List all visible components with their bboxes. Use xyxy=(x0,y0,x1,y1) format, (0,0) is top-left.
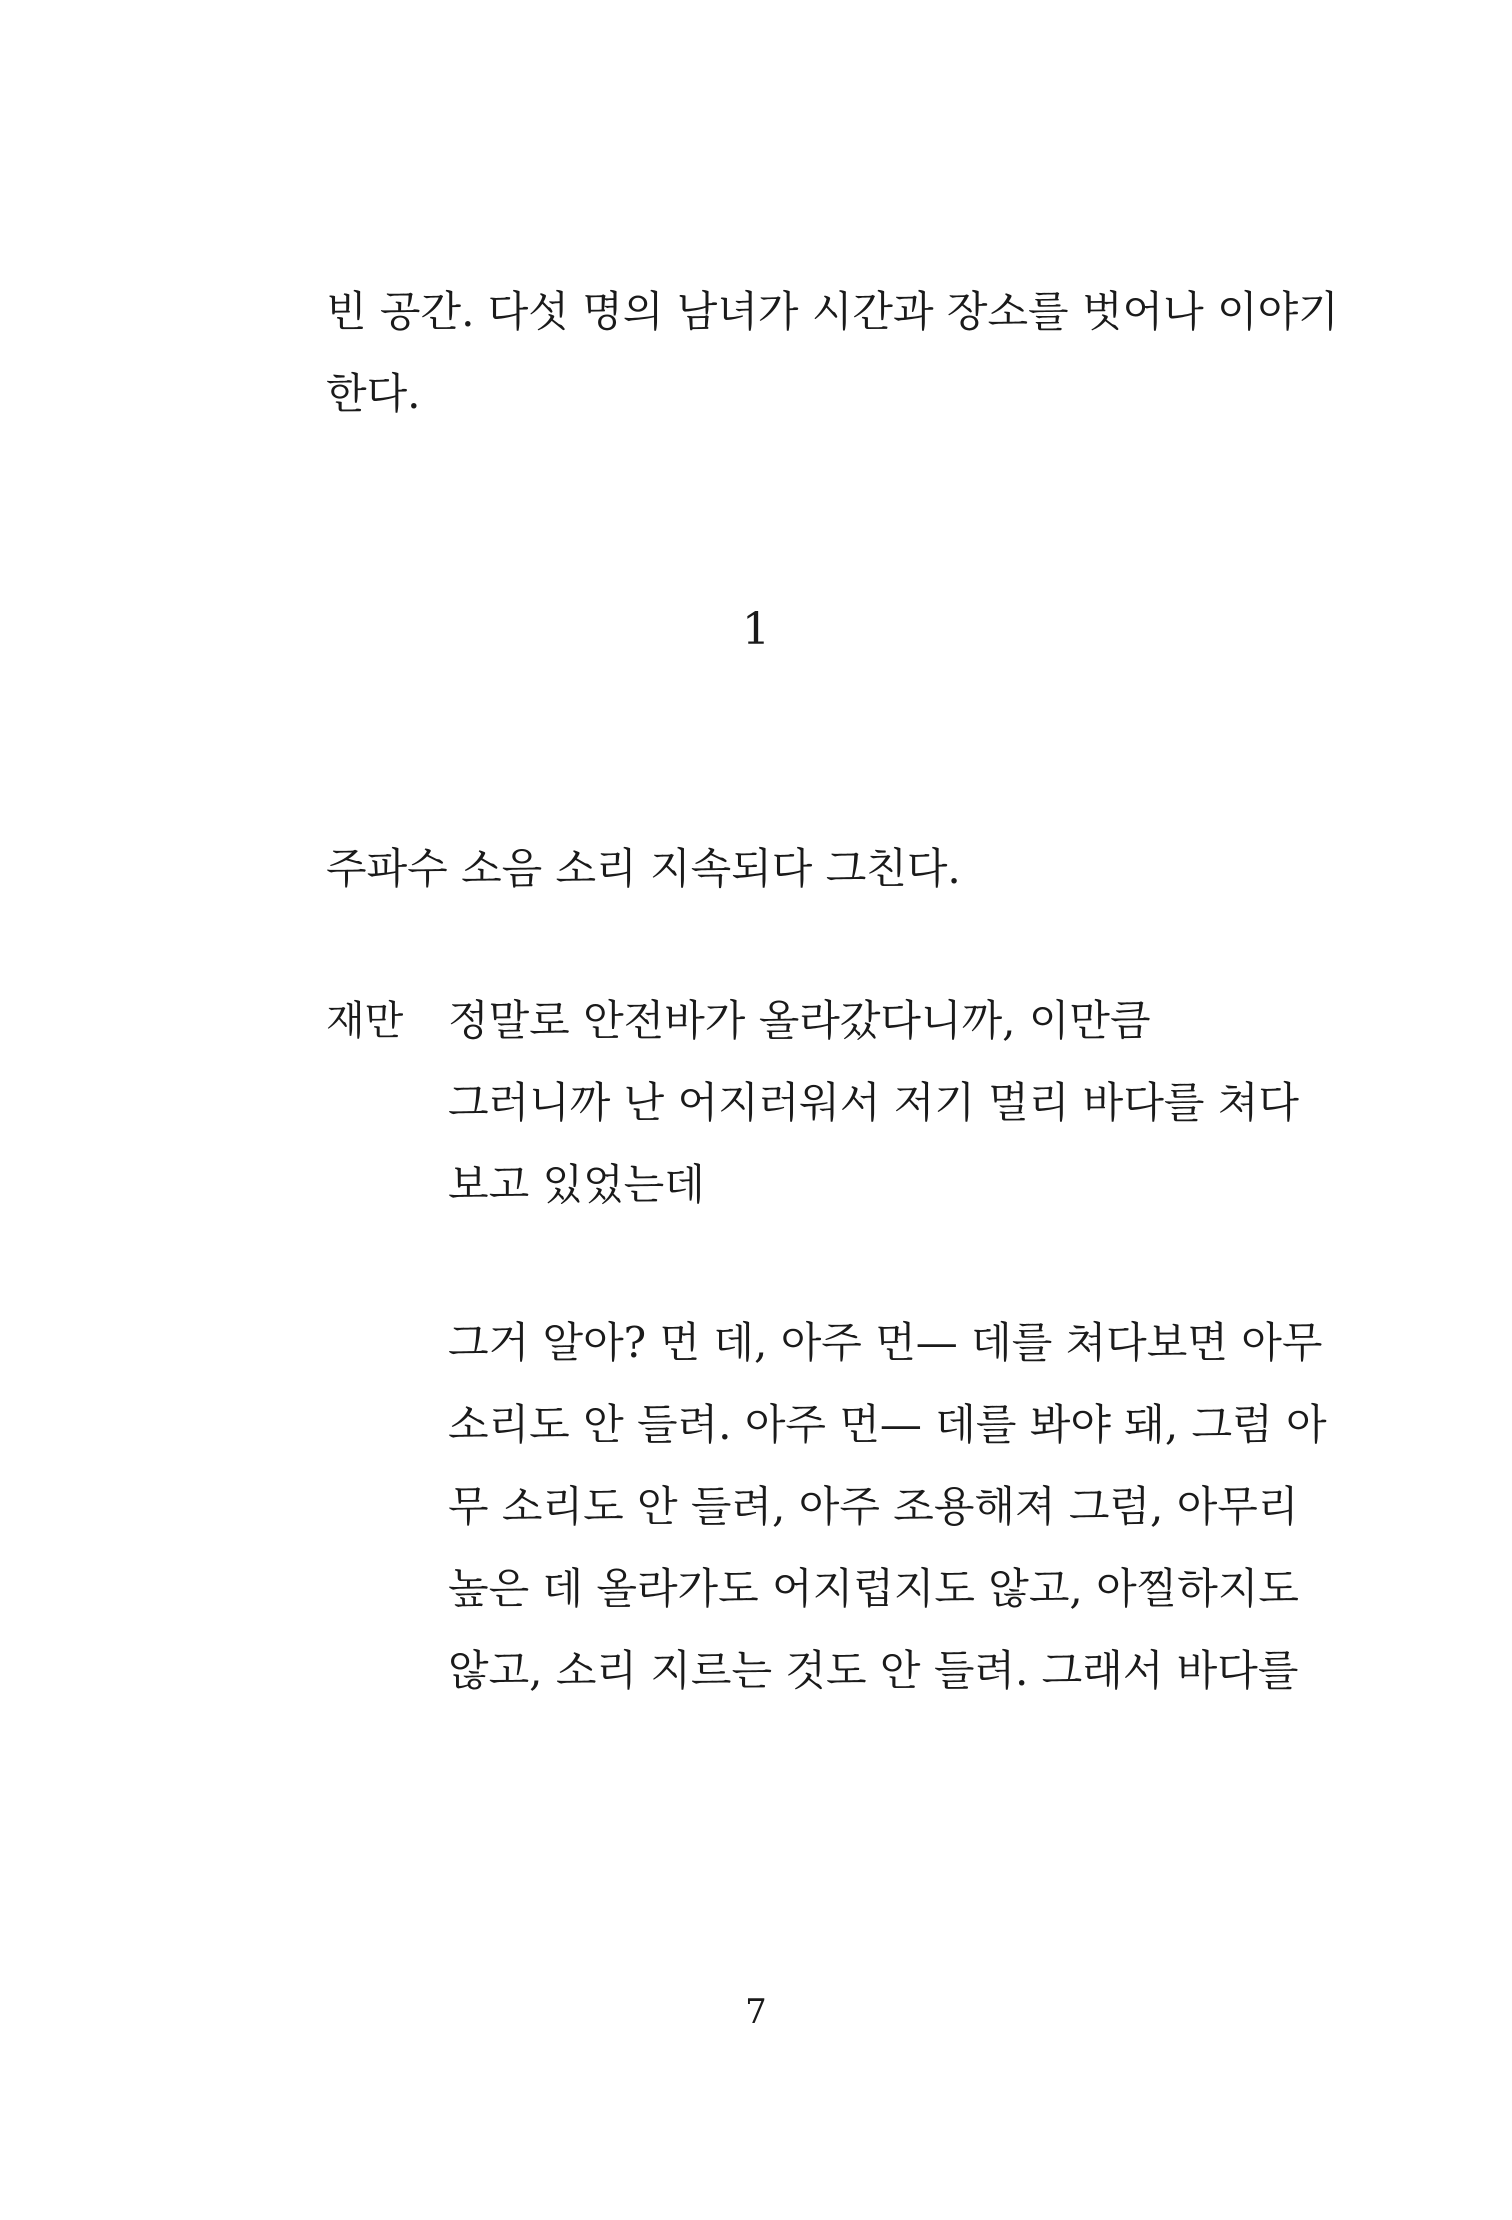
text-line: 빈 공간. 다섯 명의 남녀가 시간과 장소를 벗어나 이야기 xyxy=(326,287,1339,336)
text-line: 소리도 안 들려. 아주 먼— 데를 봐야 돼, 그럼 아 xyxy=(448,1400,1327,1449)
dialogue-text xyxy=(448,980,1327,1712)
text-line: 한다. xyxy=(326,369,421,418)
dialogue-paragraph xyxy=(448,1302,1327,1712)
stage-direction xyxy=(326,271,1339,435)
speaker-name: 재만 xyxy=(326,998,404,1044)
text-line: 높은 데 올라가도 어지럽지도 않고, 아찔하지도 xyxy=(448,1564,1299,1613)
scene-number: 1 xyxy=(742,604,770,655)
page-number: 7 xyxy=(745,1992,767,2032)
text-line: 무 소리도 안 들려, 아주 조용해져 그럼, 아무리 xyxy=(448,1482,1299,1531)
text-line: 보고 있었는데 xyxy=(448,1160,705,1209)
text-line: 정말로 안전바가 올라갔다니까, 이만큼 xyxy=(448,996,1151,1045)
text-line: 그러니까 난 어지러워서 저기 멀리 바다를 쳐다 xyxy=(448,1078,1299,1127)
text-line: 주파수 소음 소리 지속되다 그친다. xyxy=(326,844,961,893)
text-line: 않고, 소리 지르는 것도 안 들려. 그래서 바다를 xyxy=(448,1646,1299,1695)
text-line: 그거 알아? 먼 데, 아주 먼— 데를 쳐다보면 아무 xyxy=(448,1318,1323,1367)
dialogue-paragraph xyxy=(448,980,1299,1226)
stage-direction xyxy=(326,828,1226,910)
